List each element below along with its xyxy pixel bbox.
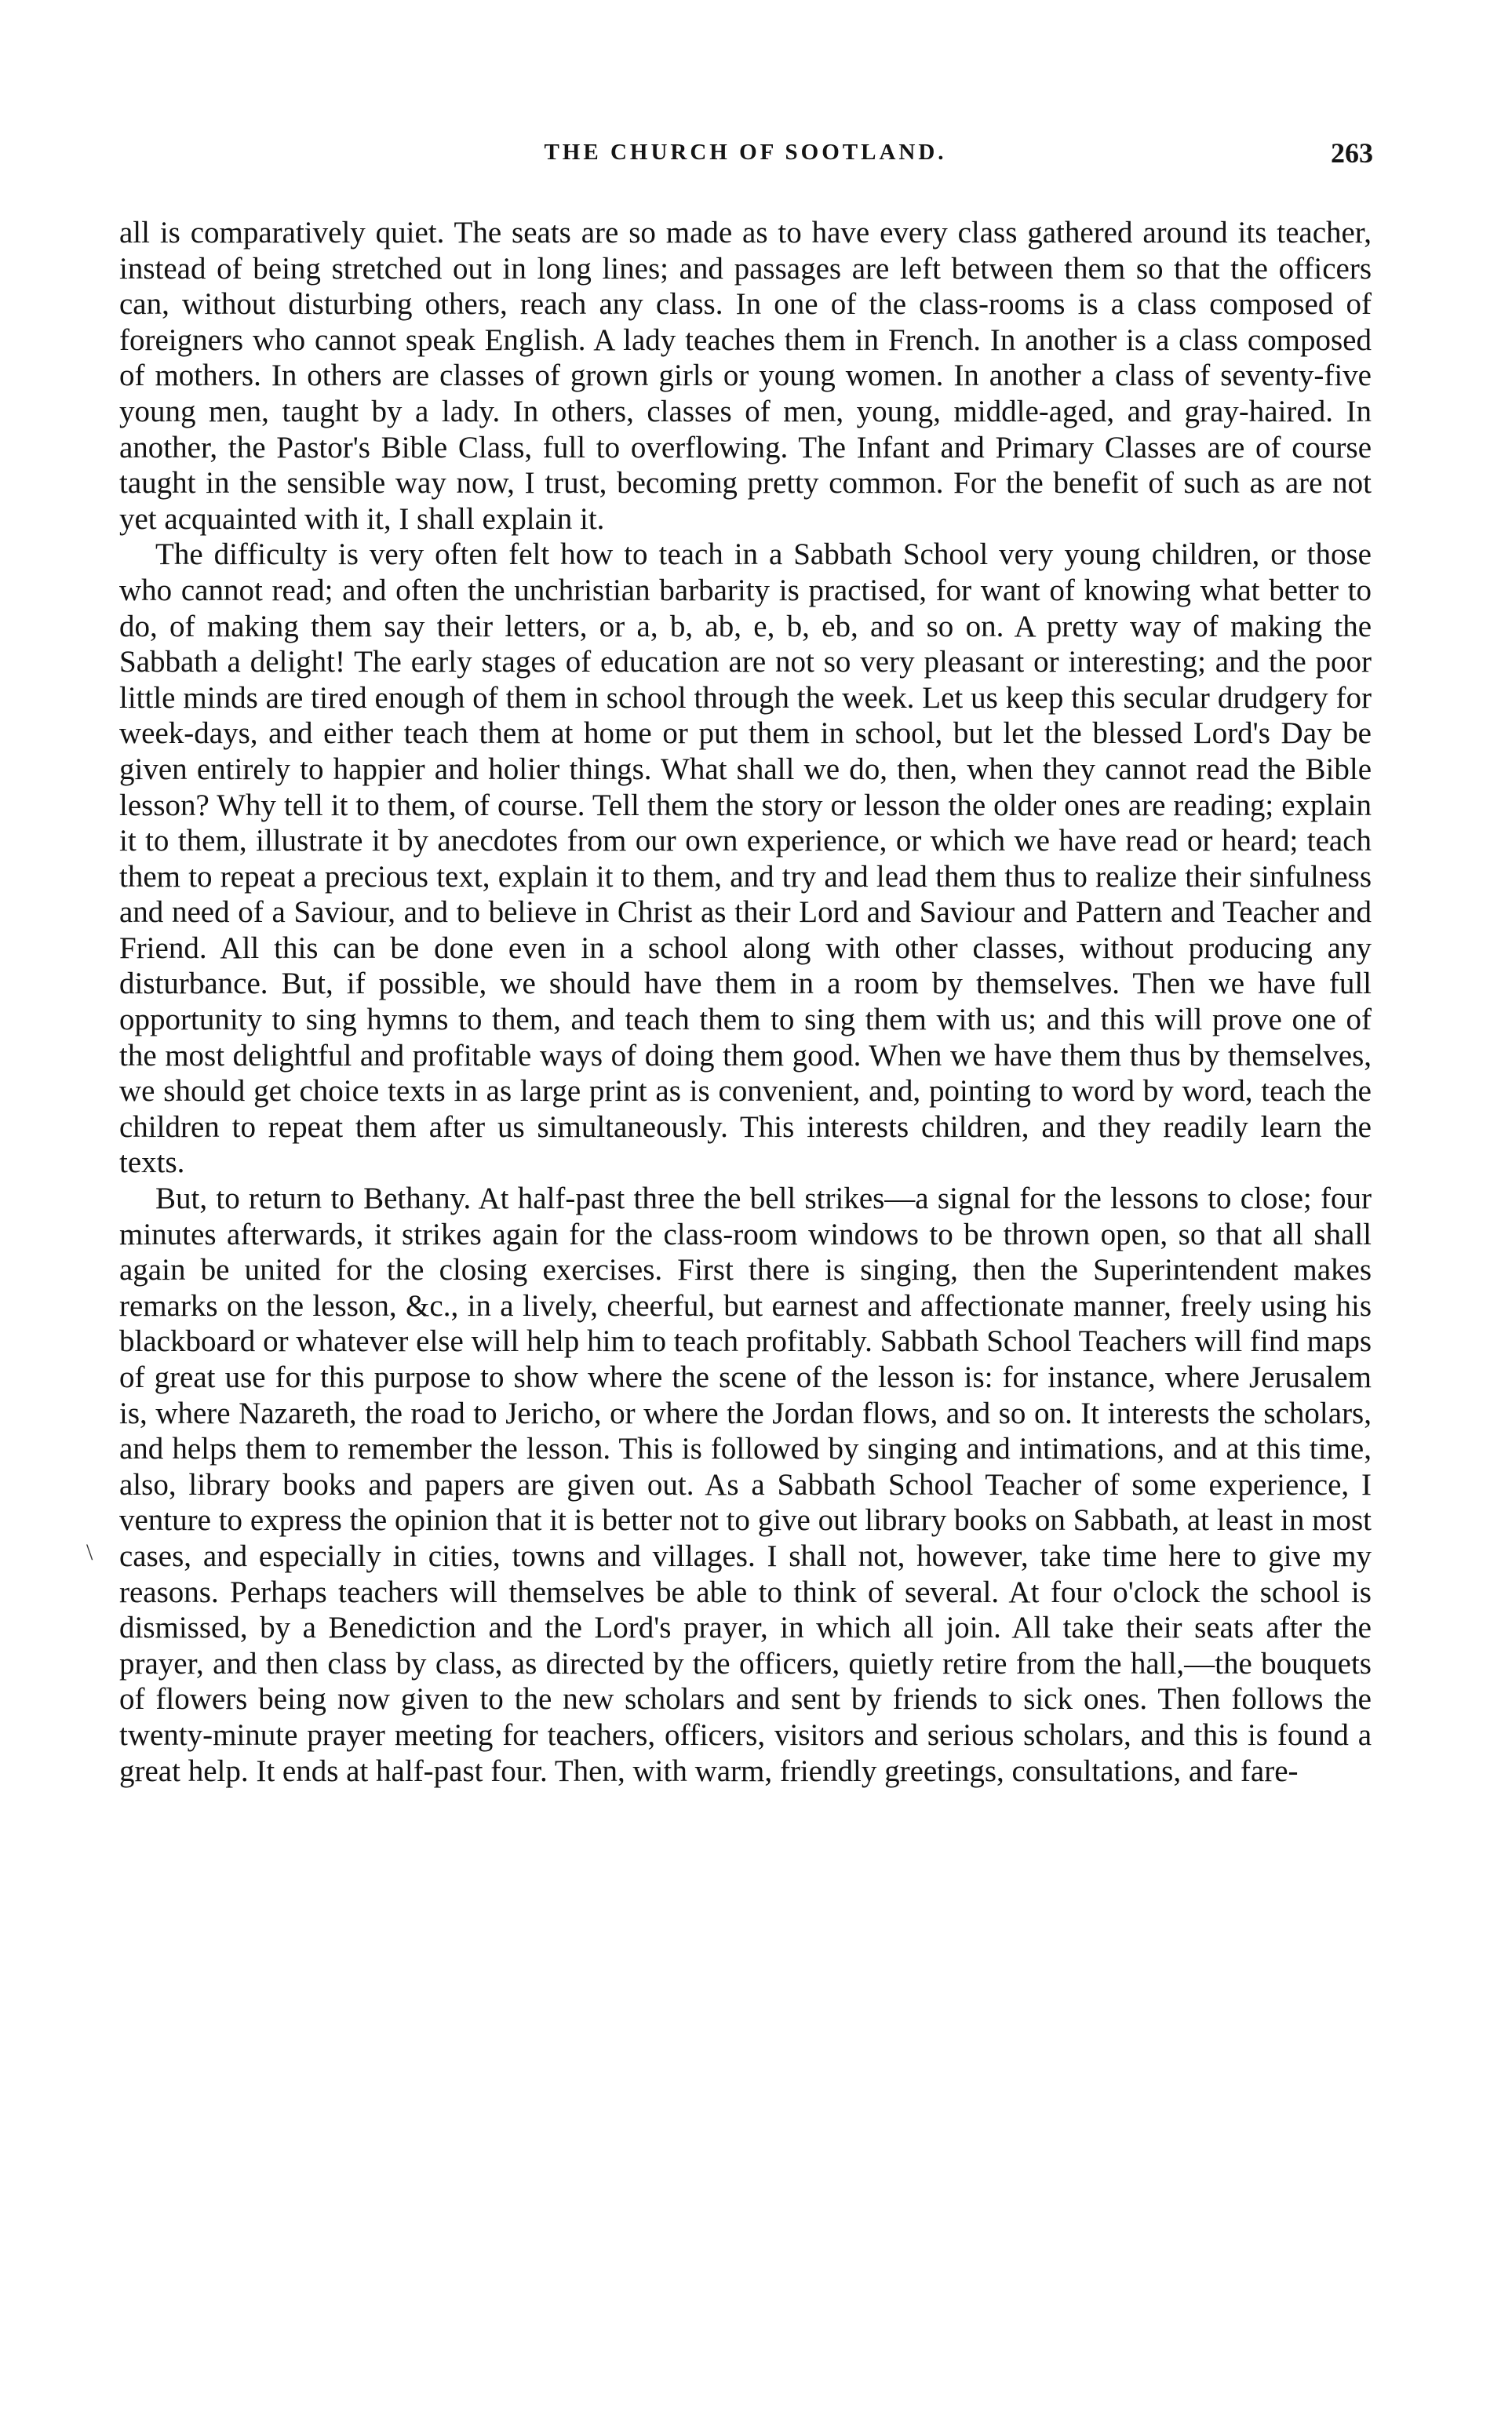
paragraph-1: all is comparatively quiet. The seats are so made as to have every class gathered around its teacher, instead of being stretched out in long lines; and passages are left between them so that the officers can, without disturbing others, reach any class. In one of the class-rooms is a class composed of foreigners who cannot speak English. A lady teaches them in French. In another is a class composed of mothers. In others are classes of grown girls or young women. In another a class of seventy-five young men, taught by a lady. In others, classes of men, young, middle-aged, and gray-haired. In another, the Pastor's Bible Class, full to overflowing. The Infant and Primary Classes are of course taught in the sensible way now, I trust, becoming pretty common. For the benefit of such as are not yet acquainted with it, I shall explain it. [119,216,1372,536]
paragraph-2: The difficulty is very often felt how to teach in a Sabbath School very young children, or those who cannot read; and often the unchristian barbarity is practised, for want of knowing what better to do, of making them say their letters, or a, b, ab, e, b, eb, and so on. A pretty way of making the Sabbath a delight! The early stages of education are not so very pleasant or interesting; and the poor little minds are tired enough of them in school through the week. Let us keep this secular drudgery for week-days, and either teach them at home or put them in school, but let the blessed Lord's Day be given entirely to happier and holier things. What shall we do, then, when they cannot read the Bible lesson? Why tell it to them, of course. Tell them the story or lesson the older ones are reading; explain it to them, illustrate it by anecdotes from our own experience, or which we have read or heard; teach them to repeat a precious text, explain it to them, and try and lead them thus to realize their sinfulness and need of a Saviour, and to believe in Christ as their Lord and Saviour and Pattern and Teacher and Friend. All this can be done even in a school along with other classes, without producing any disturbance. But, if possible, we should have them in a room by themselves. Then we have full opportunity to sing hymns to them, and teach them to sing them with us; and this will prove one of the most delightful and profitable ways of doing them good. When we have them thus by themselves, we should get choice texts in as large print as is convenient, and, pointing to word by word, teach the children to repeat them after us simultaneously. This interests children, and they readily learn the texts. [119,537,1372,1180]
running-title: THE CHURCH OF SOOTLAND. [544,140,947,165]
margin-mark: \ [86,1539,93,1565]
running-head [118,137,1373,179]
paragraph-3: But, to return to Bethany. At half-past three the bell strikes—a signal for the lessons to close; four minutes afterwards, it strikes again for the class-room windows to be thrown open, so that all shall again be united for the closing exercises. First there is singing, then the Superintendent makes remarks on the lesson, &c., in a lively, cheerful, but earnest and affectionate manner, freely using his blackboard or whatever else will help him to teach profitably. Sabbath School Teachers will find maps of great use for this purpose to show where the scene of the lesson is: for instance, where Jerusalem is, where Nazareth, the road to Jericho, or where the Jordan flows, and so on. It interests the scholars, and helps them to remember the lesson. This is followed by singing and intimations, and at this time, also, library books and papers are given out. As a Sabbath School Teacher of some experience, I venture to express the opinion that it is better not to give out library books on Sabbath, at least in most cases, and especially in cities, towns and villages. I shall not, however, take time here to give my reasons. Perhaps teachers will themselves be able to think of several. At four o'clock the school is dismissed, by a Benediction and the Lord's prayer, in which all join. All take their seats after the prayer, and then class by class, as directed by the officers, quietly retire from the hall,—the bouquets of flowers being now given to the new scholars and sent by friends to sick ones. Then follows the twenty-minute prayer meeting for teachers, officers, visitors and serious scholars, and this is found a great help. It ends at half-past four. Then, with warm, friendly greetings, consultations, and fare- [119,1182,1372,1788]
page-number: 263 [1331,137,1373,169]
body-text [119,215,1372,2365]
